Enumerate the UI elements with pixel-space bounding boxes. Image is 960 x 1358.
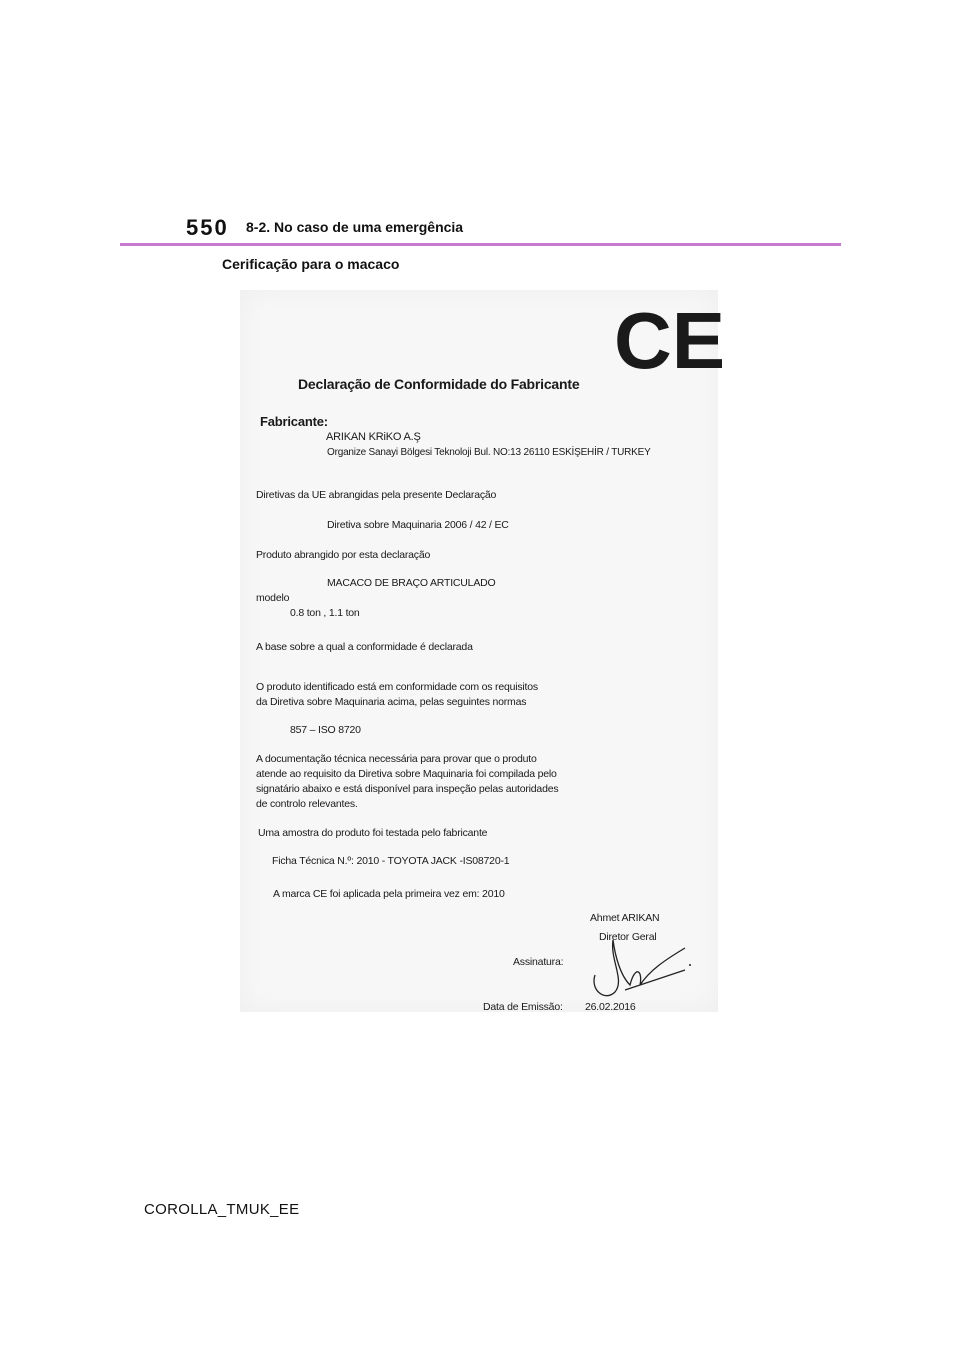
- tech-sheet: Ficha Técnica N.º: 2010 - TOYOTA JACK -IS08720-1: [272, 855, 510, 867]
- section-title: 8-2. No caso de uma emergência: [246, 219, 464, 235]
- conformity-line: O produto identificado está em conformidade com os requisitos: [256, 681, 538, 693]
- documentation-line: signatário abaixo e está disponível para inspeção pelas autoridades: [256, 783, 559, 795]
- signatory-name: Ahmet ARIKAN: [590, 912, 660, 924]
- footer-code: COROLLA_TMUK_EE: [144, 1201, 300, 1218]
- page-number: 550: [186, 215, 229, 240]
- certificate-image: [240, 290, 726, 1013]
- documentation-line: A documentação técnica necessária para provar que o produto: [256, 753, 537, 765]
- product-name: MACACO DE BRAÇO ARTICULADO: [327, 577, 496, 589]
- standard: 857 – ISO 8720: [290, 724, 361, 736]
- model-label: modelo: [256, 592, 290, 604]
- documentation-line: de controlo relevantes.: [256, 798, 358, 810]
- ce-logo-icon: [612, 296, 726, 385]
- svg-text:CE: CE: [614, 296, 726, 385]
- basis-heading: A base sobre a qual a conformidade é declarada: [256, 641, 473, 653]
- manufacturer-name: ARIKAN KRiKO A.Ş: [326, 431, 421, 443]
- signatory-title: Diretor Geral: [599, 931, 657, 943]
- manufacturer-label: Fabricante:: [260, 414, 328, 429]
- directive: Diretiva sobre Maquinaria 2006 / 42 / EC: [327, 519, 509, 531]
- figure-caption: Cerificação para o macaco: [222, 256, 400, 272]
- signature-icon: [585, 930, 695, 1005]
- issue-date-label: Data de Emissão:: [483, 1001, 563, 1013]
- conformity-line: da Diretiva sobre Maquinaria acima, pelas seguintes normas: [256, 696, 527, 708]
- product-heading: Produto abrangido por esta declaração: [256, 549, 431, 561]
- sample-text: Uma amostra do produto foi testada pelo fabricante: [258, 827, 488, 839]
- manufacturer-address: Organize Sanayi Bölgesi Teknoloji Bul. NO:13 26110 ESKİŞEHİR / TURKEY: [327, 447, 651, 458]
- ce-first-applied: A marca CE foi aplicada pela primeira vez em: 2010: [273, 888, 505, 900]
- certificate-title: Declaração de Conformidade do Fabricante: [298, 376, 580, 392]
- directives-heading: Diretivas da UE abrangidas pela presente Declaração: [256, 489, 497, 501]
- documentation-line: atende ao requisito da Diretiva sobre Maquinaria foi compilada pelo: [256, 768, 557, 780]
- header-divider: [120, 243, 841, 246]
- issue-date: 26.02.2016: [585, 1001, 636, 1013]
- signature-label: Assinatura:: [513, 956, 564, 968]
- models: 0.8 ton , 1.1 ton: [290, 607, 360, 619]
